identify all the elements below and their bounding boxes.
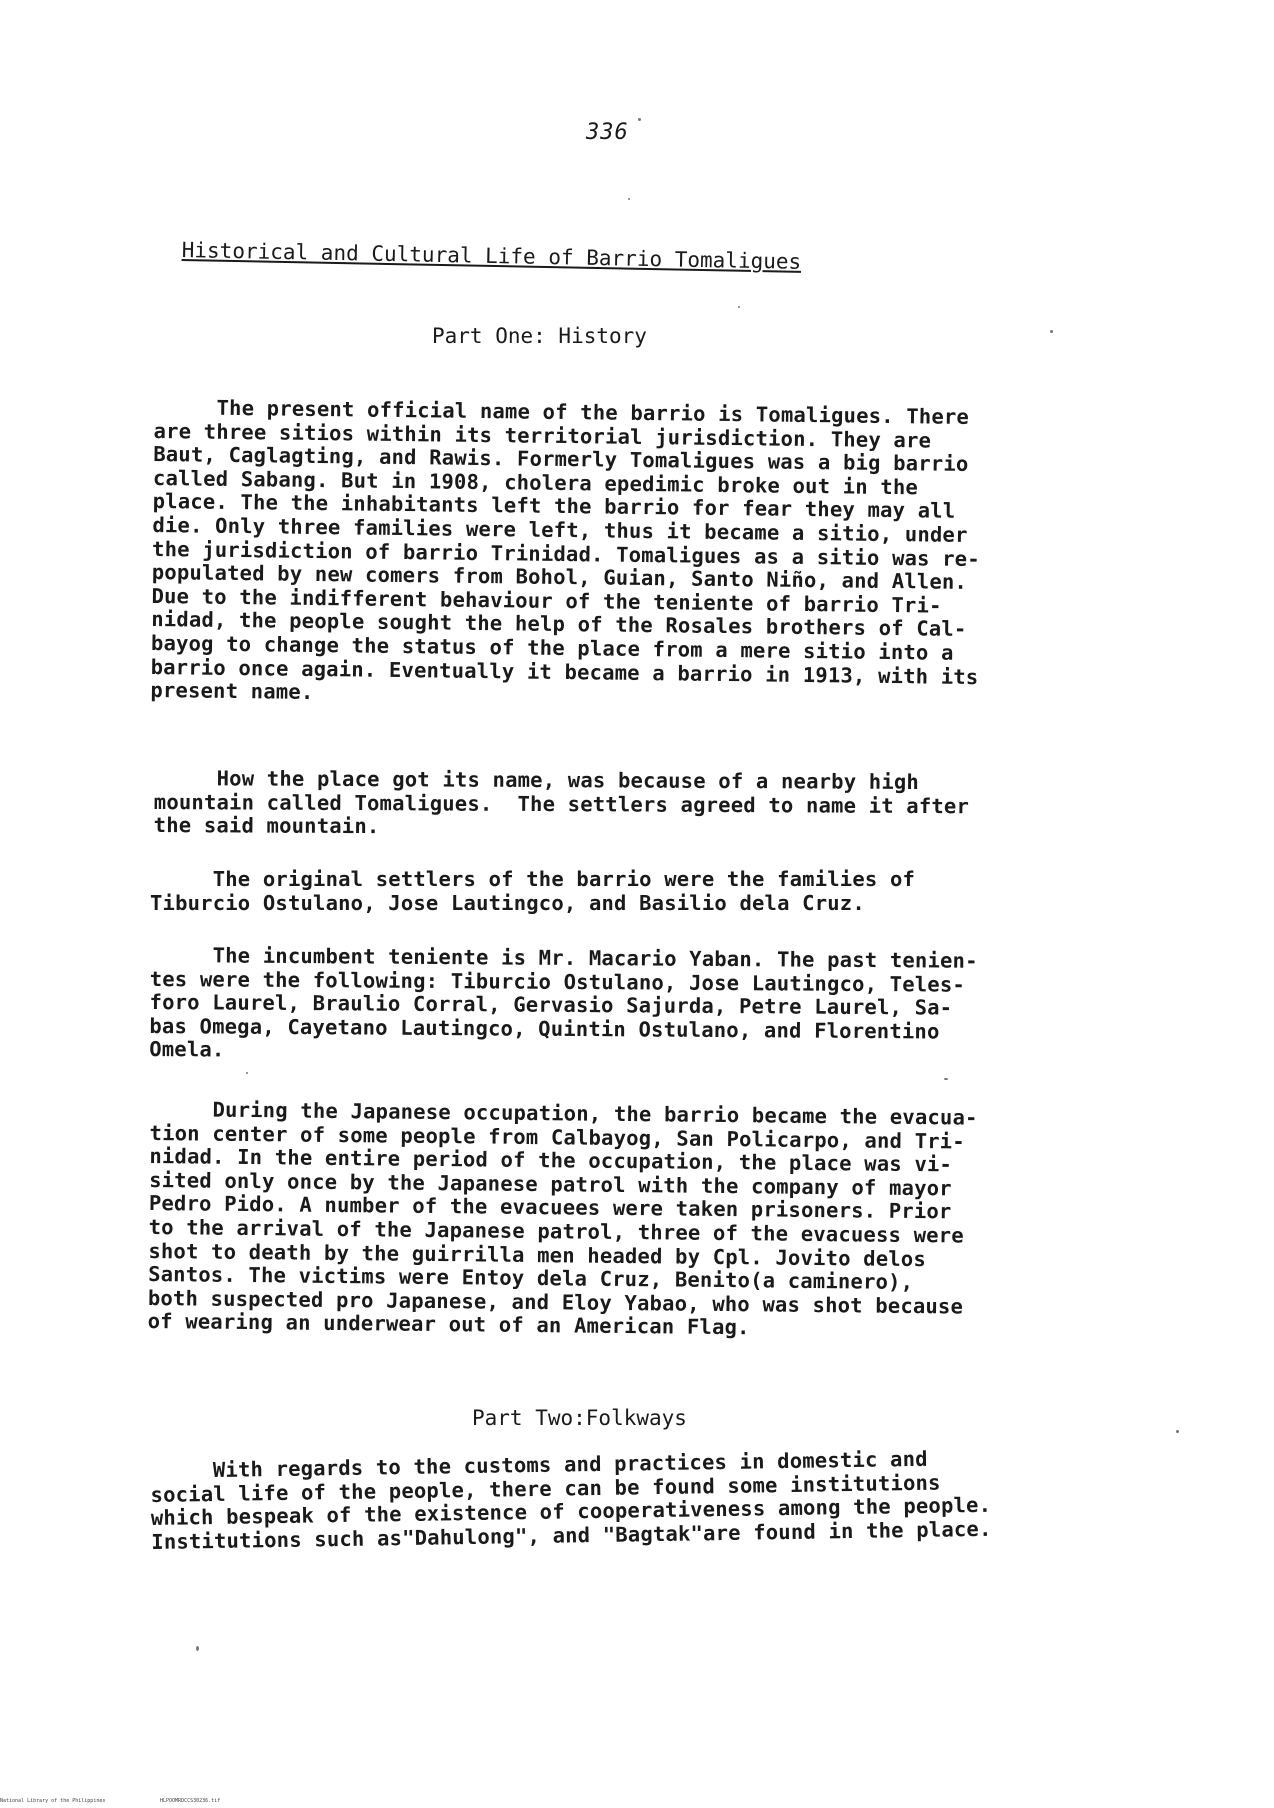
- footer-source: National Library of the Philippines: [0, 1798, 106, 1804]
- history-paragraph-1: The present official name of the barrio is Tomaligues. There are three sitios within its territorial jurisdiction. They are Baut, Caglagting, and Rawis. Formerly Tomaligues was a big barrio called Sabang. But in 1908, cholera epedimic broke out in the place. The the inhabitants left the barrio for fear they may all die. Only three families were left, thus it became a sitio, under the jurisdiction of barrio Trinidad. Tomaligues as a sitio was re- populated by new comers from Bohol, Guian, Santo Niño, and Allen. Due to the indifferent behaviour of the teniente of barrio Tri- nidad, the people sought the help of the Rosales brothers of Cal- bayog to change the status of the place from a mere sitio into a barrio once again. Eventually it became a barrio in 1913, with its present name.: [150, 395, 981, 705]
- footer-filename: HLPOOMRDCCS30236.tif: [160, 1798, 221, 1804]
- history-paragraph-3: The original settlers of the barrio were the families of Tiburcio Ostulano, Jose Lautingco, and Basilio dela Cruz.: [150, 867, 916, 915]
- scan-speck: [638, 118, 641, 121]
- history-paragraph-4: The incumbent teniente is Mr. Macario Yaban. The past tenien- tes were the following: Tiburcio Ostulano, Jose Lautingco, Teles- foro Laurel, Braulio Corral, Gervasio Sajurda, Petre Laurel, Sa- bas Omega, Cayetano Lautingco, Quintin Ostulano, and Florentino Omela.: [149, 943, 978, 1062]
- page-number: 336: [586, 120, 629, 145]
- scan-speck: [628, 198, 630, 200]
- scan-speck: [944, 1078, 948, 1080]
- scan-speck: [1050, 330, 1053, 333]
- scan-speck: [246, 1072, 248, 1074]
- scan-speck: [196, 1646, 199, 1651]
- history-paragraph-5: During the Japanese occupation, the barrio became the evacua- tion center of some people from Calbayog, San Policarpo, and Tri- nidad. In the entire period of the occupation, the place was vi- sited only once by the Japanese patrol with the company of mayor Pedro Pido. A number of the evacuees were taken prisoners. Prior to the arrival of the Japanese patrol, three of the evacuess were shot to death by the guirrilla men headed by Cpl. Jovito delos Santos. The victims were Entoy dela Cruz, Benito(a caminero), both suspected pro Japanese, and Eloy Yabao, who was shot because of wearing an underwear out of an American Flag.: [147, 1097, 978, 1340]
- folkways-paragraph-1: With regards to the customs and practices in domestic and social life of the people, there can be found some institutions which bespeak of the existence of cooperativeness among the people. Institutions such as"Dahulong", and "Bagtak"are found in the place.: [149, 1446, 992, 1554]
- part-two-heading: Part Two:Folkways: [472, 1406, 687, 1430]
- part-one-heading: Part One: History: [432, 324, 647, 348]
- document-title: Historical and Cultural Life of Barrio Tomaligues: [181, 238, 802, 274]
- scan-speck: [1176, 1430, 1179, 1433]
- history-paragraph-2: How the place got its name, was because of a nearby high mountain called Tomaligues. The settlers agreed to name it after the said mountain.: [153, 766, 970, 839]
- scan-speck: [738, 306, 740, 308]
